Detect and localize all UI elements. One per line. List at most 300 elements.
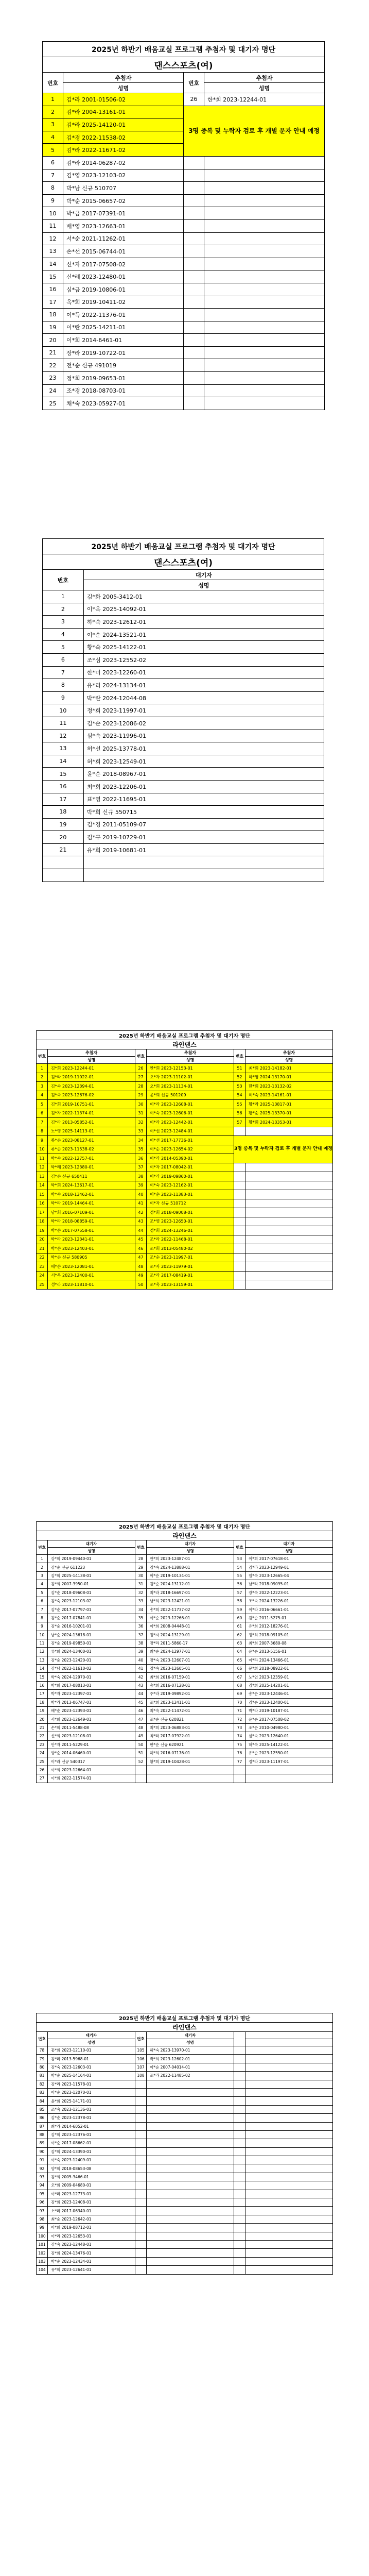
row-number: 21 bbox=[43, 843, 84, 856]
row-number bbox=[234, 2164, 245, 2173]
row-number: 11 bbox=[37, 1154, 48, 1163]
participant-name: 김*라 2001-01506-02 bbox=[63, 93, 184, 106]
row-number: 10 bbox=[37, 1145, 48, 1154]
table-row bbox=[37, 2088, 333, 2096]
participant-name: 전*순 신규 491019 bbox=[63, 359, 184, 372]
row-number: 13 bbox=[43, 742, 84, 755]
participant-name: 박*라 2013-06747-01 bbox=[48, 1698, 135, 1706]
row-number: 12 bbox=[43, 730, 84, 742]
row-number: 33 bbox=[135, 1597, 147, 1605]
row-number: 38 bbox=[135, 1172, 147, 1181]
participant-name: 노*영 2025-14113-01 bbox=[48, 1127, 135, 1136]
participant-name: 표*영 2022-11695-01 bbox=[83, 793, 324, 806]
participant-name: 윤*희 2025-14171-01 bbox=[48, 2097, 135, 2105]
row-number: 43 bbox=[135, 1681, 147, 1689]
row-number: 36 bbox=[135, 1154, 147, 1163]
participant-name bbox=[204, 384, 325, 397]
program-name: 라인댄스 bbox=[37, 1040, 333, 1049]
row-number: 13 bbox=[37, 1172, 48, 1181]
row-number: 25 bbox=[37, 1280, 48, 1290]
participant-name: 박*자 2023-12397-01 bbox=[48, 1690, 135, 1698]
participant-name: 김*순 2023-12086-02 bbox=[83, 717, 324, 730]
participant-name: 정*숙 2023-12605-01 bbox=[147, 1665, 234, 1673]
row-number: 98 bbox=[37, 2215, 48, 2223]
row-number: 16 bbox=[37, 1681, 48, 1689]
participant-name: 홍*희 2023-12110-01 bbox=[48, 2046, 135, 2055]
table-row bbox=[43, 207, 325, 220]
row-number bbox=[184, 258, 204, 270]
row-number: 33 bbox=[135, 1127, 147, 1136]
table-row bbox=[37, 2249, 333, 2257]
row-number bbox=[234, 2156, 245, 2164]
participant-name bbox=[245, 2224, 333, 2232]
participant-name bbox=[147, 2097, 234, 2105]
participant-name: 김*희 2023-12244-01 bbox=[48, 1064, 135, 1073]
participant-name: 김*숙 2023-12394-01 bbox=[48, 1082, 135, 1091]
row-number bbox=[184, 309, 204, 321]
row-number: 8 bbox=[37, 1614, 48, 1622]
participant-name bbox=[245, 2198, 333, 2207]
row-number: 89 bbox=[37, 2139, 48, 2147]
participant-name: 김*순 신규 611223 bbox=[48, 1563, 135, 1571]
participant-name bbox=[245, 2130, 333, 2139]
participant-name: 최*희 2023-12206-01 bbox=[83, 780, 324, 793]
participant-name: 김*숙 2024-13888-01 bbox=[147, 1563, 234, 1571]
row-number bbox=[234, 2080, 245, 2088]
row-number: 86 bbox=[37, 2114, 48, 2122]
row-number: 16 bbox=[43, 780, 84, 793]
participant-name bbox=[204, 156, 325, 169]
participant-name: 이*희 2017-07618-01 bbox=[245, 1555, 333, 1563]
row-number: 77 bbox=[234, 1757, 245, 1766]
row-number: 35 bbox=[135, 1614, 147, 1622]
participant-name bbox=[245, 1199, 333, 1208]
row-number: 24 bbox=[43, 384, 63, 397]
row-number bbox=[135, 2164, 147, 2173]
participant-name bbox=[245, 2257, 333, 2265]
participant-name: 김*숙 2023-12603-01 bbox=[48, 2063, 135, 2071]
participant-name: 류*순 2023-11538-02 bbox=[48, 1145, 135, 1154]
row-number: 81 bbox=[37, 2072, 48, 2080]
row-number: 7 bbox=[43, 169, 63, 182]
row-number bbox=[234, 1172, 245, 1181]
row-number bbox=[234, 2224, 245, 2232]
header-name: 성명 bbox=[147, 1548, 234, 1555]
row-number: 48 bbox=[135, 1723, 147, 1732]
row-number: 2 bbox=[37, 1563, 48, 1571]
table-row bbox=[37, 1064, 333, 1073]
participant-name: 이*순 2023-12654-02 bbox=[147, 1145, 234, 1154]
participant-name: 박*희 신규 550715 bbox=[83, 806, 324, 819]
table-row bbox=[37, 1715, 333, 1723]
participant-name: 김*희 2025-14201-01 bbox=[245, 1681, 333, 1689]
row-number bbox=[135, 2114, 147, 2122]
participant-name: 김*순 2017-07797-01 bbox=[48, 1605, 135, 1614]
participant-name: 허*희 2023-12549-01 bbox=[83, 755, 324, 768]
participant-name: 하*숙 2023-12612-01 bbox=[83, 616, 324, 629]
row-number: 16 bbox=[43, 283, 63, 296]
table-row bbox=[37, 2240, 333, 2248]
participant-name: 소*라 2017-06340-01 bbox=[48, 2207, 135, 2215]
row-number: 18 bbox=[43, 806, 84, 819]
participant-name: 김*경 2011-05109-07 bbox=[83, 818, 324, 831]
row-number: 35 bbox=[135, 1145, 147, 1154]
row-number: 20 bbox=[43, 831, 84, 844]
participant-name: 박*순 2023-12434-01 bbox=[48, 2257, 135, 2265]
participant-name: 이*선 2023-12484-01 bbox=[147, 1127, 234, 1136]
participant-name: 김*라 2013-5968-01 bbox=[48, 2055, 135, 2063]
table-row bbox=[37, 1665, 333, 1673]
participant-name bbox=[245, 1262, 333, 1272]
table-row bbox=[37, 1648, 333, 1656]
row-number bbox=[184, 156, 204, 169]
row-number: 60 bbox=[234, 1614, 245, 1622]
participant-name bbox=[204, 182, 325, 195]
table-row bbox=[43, 283, 325, 296]
participant-name bbox=[245, 2240, 333, 2248]
participant-name bbox=[245, 2232, 333, 2240]
row-number: 56 bbox=[234, 1109, 245, 1118]
participant-name: 김*희 2023-12376-01 bbox=[48, 2130, 135, 2139]
row-number bbox=[234, 2139, 245, 2147]
row-number: 4 bbox=[43, 628, 84, 641]
row-number: 32 bbox=[135, 1588, 147, 1597]
row-number: 17 bbox=[37, 1690, 48, 1698]
row-number: 9 bbox=[43, 691, 84, 704]
row-number bbox=[234, 1271, 245, 1280]
row-number: 21 bbox=[37, 1244, 48, 1253]
header-number: 번호 bbox=[37, 1049, 48, 1064]
table-row bbox=[37, 1091, 333, 1100]
participant-name bbox=[245, 2072, 333, 2080]
participant-name: 허*숙 2025-14122-01 bbox=[245, 1740, 333, 1749]
row-number: 25 bbox=[37, 1757, 48, 1766]
participant-name: 송*순 2023-12446-01 bbox=[245, 1690, 333, 1698]
row-number: 3 bbox=[43, 118, 63, 131]
program-name: 라인댄스 bbox=[37, 1531, 333, 1540]
row-number bbox=[184, 194, 204, 207]
participant-name: 문*희 2018-08922-01 bbox=[245, 1665, 333, 1673]
table-row bbox=[37, 1172, 333, 1181]
participant-name: 김*순 2024-13112-01 bbox=[147, 1580, 234, 1588]
participant-name: 김*라 2013-05852-01 bbox=[48, 1118, 135, 1127]
row-number: 25 bbox=[43, 397, 63, 410]
participant-name: 서*순 2021-11262-01 bbox=[63, 232, 184, 245]
row-number: 12 bbox=[37, 1648, 48, 1656]
participant-name: 김*라 2023-12949-01 bbox=[245, 1563, 333, 1571]
table-row bbox=[37, 1690, 333, 1698]
participant-name bbox=[245, 1163, 333, 1172]
row-number bbox=[135, 2139, 147, 2147]
participant-name: 조*자 2023-11979-01 bbox=[147, 1262, 234, 1272]
row-number: 4 bbox=[37, 1091, 48, 1100]
participant-name bbox=[147, 2224, 234, 2232]
table-row bbox=[43, 372, 325, 385]
participant-name: 안*희 2023-12487-01 bbox=[147, 1555, 234, 1563]
participant-name: 이*희 2008-04448-01 bbox=[147, 1622, 234, 1631]
participant-name: 오*희 2009-04680-01 bbox=[48, 2181, 135, 2190]
row-number: 14 bbox=[43, 755, 84, 768]
participant-name: 송*희 2022-11737-02 bbox=[147, 1605, 234, 1614]
participant-name: 최*라 2014-6052-01 bbox=[48, 2122, 135, 2130]
participant-name: 송*희 2016-07128-01 bbox=[147, 1681, 234, 1689]
table-row bbox=[37, 2257, 333, 2265]
participant-name bbox=[245, 2080, 333, 2088]
participant-name: 안*희 2023-12153-01 bbox=[147, 1064, 234, 1073]
participant-name bbox=[147, 2266, 234, 2274]
row-number bbox=[234, 2072, 245, 2080]
participant-name bbox=[204, 359, 325, 372]
table-row bbox=[43, 219, 325, 232]
row-number: 80 bbox=[37, 2063, 48, 2071]
table-row bbox=[37, 1614, 333, 1622]
participant-name bbox=[147, 2257, 234, 2265]
participant-name: 박*라 2019-10187-01 bbox=[245, 1707, 333, 1715]
row-number: 5 bbox=[37, 1100, 48, 1109]
row-number: 74 bbox=[234, 1732, 245, 1740]
row-number bbox=[135, 2240, 147, 2248]
row-number: 31 bbox=[135, 1580, 147, 1588]
table-row bbox=[43, 346, 325, 359]
table-row bbox=[37, 2139, 333, 2147]
row-number bbox=[184, 245, 204, 258]
participant-name: 옥*희 2019-10411-02 bbox=[63, 296, 184, 309]
row-number: 11 bbox=[43, 717, 84, 730]
row-number: 20 bbox=[37, 1715, 48, 1723]
table-row bbox=[37, 1740, 333, 1749]
participant-name: 박*숙 2018-13462-01 bbox=[48, 1190, 135, 1199]
row-number: 15 bbox=[43, 270, 63, 283]
table-row bbox=[43, 856, 324, 869]
row-number: 15 bbox=[43, 768, 84, 781]
participant-name bbox=[245, 2046, 333, 2055]
row-number bbox=[184, 334, 204, 347]
participant-name: 김*라 2004-13161-01 bbox=[63, 106, 184, 118]
header-name: 성명 bbox=[48, 1548, 135, 1555]
table-row bbox=[43, 232, 325, 245]
table-row bbox=[37, 2181, 333, 2190]
row-number: 8 bbox=[37, 1127, 48, 1136]
participant-name bbox=[204, 309, 325, 321]
table-row bbox=[37, 1723, 333, 1732]
participant-name bbox=[147, 2156, 234, 2164]
participant-name: 신*자 2017-07508-02 bbox=[63, 258, 184, 270]
header-group: 대기자 bbox=[147, 1540, 234, 1548]
row-number: 79 bbox=[37, 2055, 48, 2063]
table-row bbox=[37, 2164, 333, 2173]
row-number: 84 bbox=[37, 2097, 48, 2105]
table-row bbox=[43, 359, 325, 372]
sheet-title: 2025년 하반기 배움교실 프로그램 추첨자 및 대기자 명단 bbox=[37, 2013, 333, 2023]
row-number: 1 bbox=[43, 93, 63, 106]
table-row bbox=[37, 2147, 333, 2156]
table-row bbox=[43, 704, 324, 717]
participant-name bbox=[245, 2147, 333, 2156]
row-number: 108 bbox=[135, 2072, 147, 2080]
participant-name: 임*숙 2023-12665-04 bbox=[245, 1571, 333, 1580]
row-number: 99 bbox=[37, 2224, 48, 2232]
sheet-title: 2025년 하반기 배움교실 프로그램 추첨자 및 대기자 명단 bbox=[37, 1522, 333, 1531]
table-row bbox=[37, 1766, 333, 1774]
row-number bbox=[184, 207, 204, 220]
participant-name bbox=[245, 1190, 333, 1199]
row-number: 17 bbox=[37, 1208, 48, 1217]
row-number: 8 bbox=[43, 182, 63, 195]
row-number bbox=[234, 1163, 245, 1172]
sheet-line-dance-waitlist bbox=[36, 1521, 333, 1783]
participant-name: 이*옥 2025-14092-01 bbox=[83, 603, 324, 616]
participant-name: 박*란 2024-12044-08 bbox=[83, 691, 324, 704]
table-row bbox=[43, 818, 324, 831]
row-number: 7 bbox=[43, 666, 84, 679]
participant-name: 이*순 2019-10134-01 bbox=[147, 1571, 234, 1580]
participant-name: 황*숙 2025-14122-01 bbox=[83, 641, 324, 654]
participant-name bbox=[245, 2114, 333, 2122]
participant-name: 조*라 2022-11468-01 bbox=[147, 1235, 234, 1244]
row-number: 52 bbox=[135, 1757, 147, 1766]
table-row bbox=[37, 2215, 333, 2223]
row-number bbox=[135, 2190, 147, 2198]
row-number: 92 bbox=[37, 2164, 48, 2173]
row-number: 6 bbox=[43, 156, 63, 169]
participant-name: 김*라 2023-11578-01 bbox=[48, 2080, 135, 2088]
table-row bbox=[43, 169, 325, 182]
row-number bbox=[234, 1280, 245, 1290]
header-name: 성명 bbox=[48, 2039, 135, 2046]
row-number: 4 bbox=[43, 131, 63, 144]
participant-name bbox=[204, 245, 325, 258]
participant-name bbox=[204, 258, 325, 270]
participant-name: 조*순 신규 620821 bbox=[147, 1715, 234, 1723]
header-group: 대기자 bbox=[83, 570, 324, 580]
participant-name: 이*희 2022-11574-01 bbox=[48, 1774, 135, 1783]
participant-name: 박*라 2023-12341-01 bbox=[48, 1235, 135, 1244]
participant-name: 신*례 2023-12480-01 bbox=[63, 270, 184, 283]
row-number: 62 bbox=[234, 1631, 245, 1639]
participant-name: 김*화 2005-3412-01 bbox=[83, 590, 324, 603]
header-number: 번호 bbox=[37, 2032, 48, 2046]
table-row bbox=[43, 296, 325, 309]
row-number: 28 bbox=[135, 1082, 147, 1091]
row-number: 39 bbox=[135, 1648, 147, 1656]
row-number: 97 bbox=[37, 2207, 48, 2215]
participant-name: 이*자 2017-08042-01 bbox=[147, 1163, 234, 1172]
participant-name bbox=[245, 1217, 333, 1226]
row-number bbox=[135, 2130, 147, 2139]
participant-name: 김*라 2019-11022-01 bbox=[48, 1073, 135, 1082]
row-number: 19 bbox=[37, 1707, 48, 1715]
table-row bbox=[37, 1757, 333, 1766]
row-number: 14 bbox=[43, 258, 63, 270]
participant-name: 김*라 2022-11671-02 bbox=[63, 144, 184, 157]
table-row bbox=[43, 641, 324, 654]
row-number bbox=[184, 384, 204, 397]
table-row bbox=[37, 1082, 333, 1091]
participant-name: 남*희 2023-12421-01 bbox=[147, 1597, 234, 1605]
row-number bbox=[234, 2257, 245, 2265]
participant-name: 최*희 2016-07159-01 bbox=[147, 1673, 234, 1681]
row-number: 11 bbox=[43, 219, 63, 232]
row-number: 34 bbox=[135, 1136, 147, 1145]
participant-name: 이*라 2016-06661-01 bbox=[245, 1605, 333, 1614]
row-number: 59 bbox=[234, 1605, 245, 1614]
table-row bbox=[43, 603, 324, 616]
table-row bbox=[43, 384, 325, 397]
row-number: 23 bbox=[37, 1740, 48, 1749]
table-row bbox=[43, 182, 325, 195]
participant-name bbox=[245, 2105, 333, 2113]
participant-name bbox=[204, 334, 325, 347]
table-row bbox=[43, 730, 324, 742]
participant-name: 박*남 신규 510707 bbox=[63, 182, 184, 195]
row-number: 37 bbox=[135, 1163, 147, 1172]
row-number: 1 bbox=[37, 1555, 48, 1563]
participant-name: 한*희 2023-12244-01 bbox=[204, 93, 325, 106]
row-number: 96 bbox=[37, 2198, 48, 2207]
row-number: 56 bbox=[234, 1580, 245, 1588]
table-row bbox=[37, 1732, 333, 1740]
table-row bbox=[37, 1199, 333, 1208]
header-number: 번호 bbox=[135, 1049, 147, 1064]
table-row bbox=[43, 616, 324, 629]
row-number: 41 bbox=[135, 1199, 147, 1208]
row-number: 93 bbox=[37, 2173, 48, 2181]
participant-name: 김*남 2022-11610-02 bbox=[48, 1665, 135, 1673]
participant-name: 김*희 2024-13476-01 bbox=[48, 2249, 135, 2257]
participant-name: 심*숙 2023-12640-01 bbox=[245, 1732, 333, 1740]
header-group bbox=[245, 2032, 333, 2039]
participant-name bbox=[204, 346, 325, 359]
table-row bbox=[37, 1563, 333, 1571]
table-row bbox=[37, 2046, 333, 2055]
row-number: 100 bbox=[37, 2232, 48, 2240]
table-row bbox=[37, 1136, 333, 1145]
participant-name: 이*희 2019-08712-01 bbox=[48, 2224, 135, 2232]
row-number: 19 bbox=[43, 818, 84, 831]
row-number: 41 bbox=[135, 1665, 147, 1673]
row-number bbox=[234, 2173, 245, 2181]
participant-name: 박*희 2024-13617-01 bbox=[48, 1181, 135, 1190]
participant-name: 황*라 2025-13817-01 bbox=[245, 1100, 333, 1109]
table-row bbox=[37, 1181, 333, 1190]
table-row bbox=[43, 258, 325, 270]
participant-name: 유*리 2024-13134-01 bbox=[83, 679, 324, 692]
participant-name: 정*희 2018-09008-01 bbox=[147, 1208, 234, 1217]
table-row bbox=[37, 2105, 333, 2113]
participant-name: 서*옥 2023-12400-01 bbox=[48, 1271, 135, 1280]
table-row bbox=[37, 2156, 333, 2164]
participant-name: 김*라 2014-06287-02 bbox=[63, 156, 184, 169]
table-row bbox=[43, 717, 324, 730]
row-number: 26 bbox=[37, 1766, 48, 1774]
participant-name: 김*순 2023-12420-01 bbox=[48, 1656, 135, 1664]
participant-name bbox=[147, 2207, 234, 2215]
row-number: 1 bbox=[43, 590, 84, 603]
row-number: 1 bbox=[37, 1064, 48, 1073]
row-number bbox=[43, 869, 84, 882]
row-number bbox=[234, 1208, 245, 1217]
table-row bbox=[37, 2080, 333, 2088]
row-number bbox=[234, 2207, 245, 2215]
row-number: 22 bbox=[37, 1253, 48, 1262]
row-number: 49 bbox=[135, 1271, 147, 1280]
participant-name: 이*순 2024-13521-01 bbox=[83, 628, 324, 641]
participant-name bbox=[204, 372, 325, 385]
participant-name: 손*선 2015-06744-01 bbox=[63, 245, 184, 258]
row-number: 53 bbox=[234, 1555, 245, 1563]
table-row bbox=[37, 1073, 333, 1082]
table-row bbox=[37, 2072, 333, 2080]
